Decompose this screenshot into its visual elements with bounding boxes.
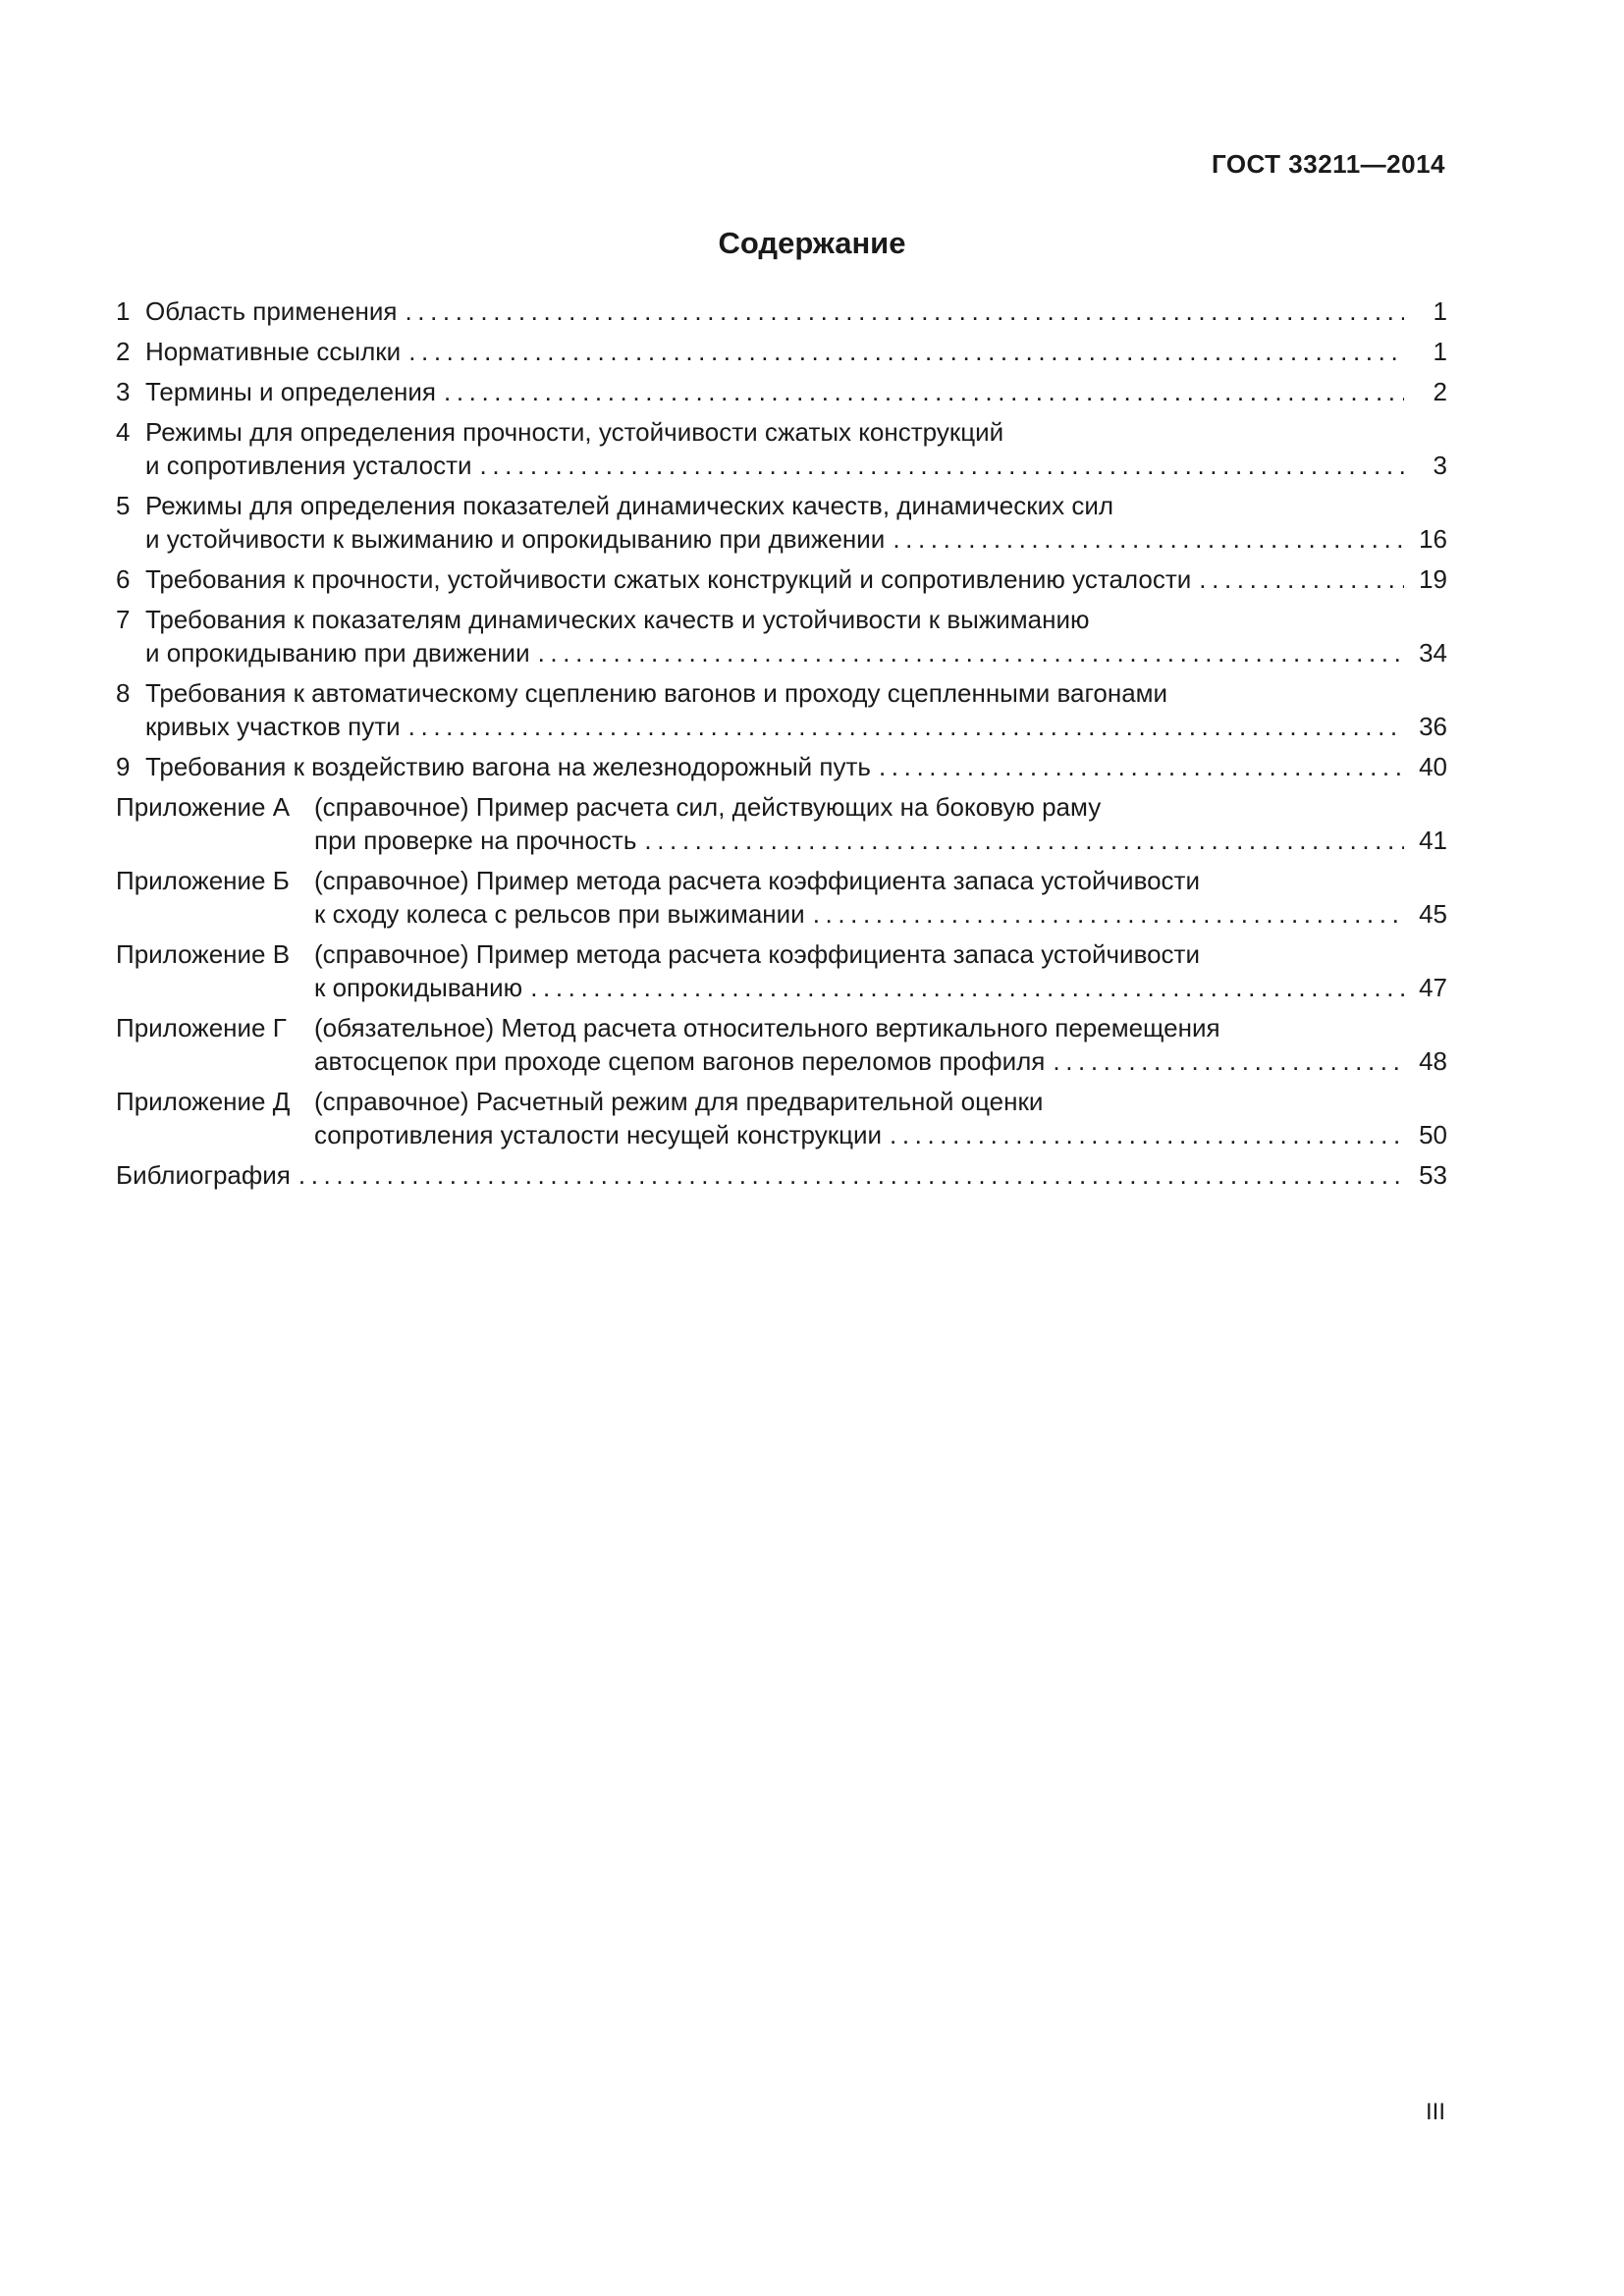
toc-entry-last-line [145, 335, 1447, 368]
toc-entry-annex[interactable] [116, 937, 1447, 1004]
toc-entry-body [145, 562, 1447, 596]
dot-leader [538, 636, 1404, 669]
toc-entry-title-line: к опрокидыванию [314, 973, 523, 1002]
toc-page-number[interactable]: 50 [1419, 1120, 1447, 1149]
toc-annex-label: Приложение Б [116, 866, 290, 895]
toc-annex-label: Приложение Д [116, 1087, 291, 1116]
toc-annex-label: Приложение В [116, 939, 291, 969]
toc-entry-title-line: Режимы для определения показателей динамических качеств, динамических сил [145, 491, 1114, 520]
toc-entry-last-line [116, 1158, 1447, 1192]
dot-leader [408, 710, 1404, 743]
toc-entry-body [145, 489, 1447, 556]
toc-section-number: 9 [116, 752, 131, 781]
toc-section-number: 4 [116, 417, 131, 447]
toc-entry-title-line: Нормативные ссылки [145, 337, 402, 366]
toc-entry-title-line: Режимы для определения прочности, устойчивости сжатых конструкций [145, 417, 1004, 447]
dot-leader [879, 750, 1404, 783]
toc-page-number[interactable]: 47 [1419, 973, 1447, 1002]
toc-entry-title-line: Требования к прочности, устойчивости сжатых конструкций и сопротивлению усталости [145, 564, 1192, 594]
toc-entry-body [145, 294, 1447, 328]
toc-entry-last-line [145, 375, 1447, 408]
toc-page-number[interactable]: 34 [1419, 638, 1447, 667]
toc-entry-section-5[interactable] [116, 489, 1447, 556]
table-of-contents [116, 294, 1447, 1199]
toc-entry-last-line [145, 562, 1447, 596]
toc-entry-body [314, 937, 1447, 1004]
toc-entry-title-line: кривых участков пути [145, 712, 401, 741]
toc-page-number[interactable]: 3 [1433, 451, 1447, 480]
toc-entry-last-line [314, 897, 1447, 931]
toc-entry-title-line: при проверке на прочность [314, 826, 637, 855]
toc-entry-last-line [314, 1044, 1447, 1078]
toc-entry-last-line [314, 824, 1447, 857]
toc-entry-title-line: и сопротивления усталости [145, 451, 472, 480]
toc-entry-last-line [314, 971, 1447, 1004]
toc-page-number[interactable]: 36 [1419, 712, 1447, 741]
toc-page-number[interactable]: 48 [1419, 1046, 1447, 1076]
dot-leader [1053, 1044, 1404, 1078]
toc-entry-annex[interactable] [116, 1011, 1447, 1078]
toc-page-number[interactable]: 19 [1419, 564, 1447, 594]
toc-entry-title-line: (справочное) Пример метода расчета коэффициента запаса устойчивости [314, 939, 1200, 969]
dot-leader [480, 449, 1404, 482]
toc-title: Содержание [718, 226, 906, 260]
toc-section-number: 1 [116, 296, 131, 326]
toc-entry-body [314, 1011, 1447, 1078]
toc-entry-title-line: автосцепок при проходе сцепом вагонов переломов профиля [314, 1046, 1046, 1076]
toc-page-number[interactable]: 53 [1419, 1160, 1447, 1190]
dot-leader [298, 1158, 1404, 1192]
toc-entry-title-line: Требования к показателям динамических качеств и устойчивости к выжиманию [145, 605, 1090, 634]
toc-section-number: 8 [116, 678, 131, 708]
toc-section-number: 3 [116, 377, 131, 406]
document-standard-number: ГОСТ 33211—2014 [1211, 149, 1445, 179]
toc-entry-body [145, 415, 1447, 482]
toc-entry-section-4[interactable] [116, 415, 1447, 482]
dot-leader [644, 824, 1404, 857]
page-number: III [1425, 2099, 1445, 2125]
toc-entry-title-line: к сходу колеса с рельсов при выжимании [314, 899, 805, 929]
toc-entry-body [145, 676, 1447, 743]
toc-entry-body [145, 335, 1447, 368]
toc-entry-body [145, 375, 1447, 408]
toc-entry-body [145, 603, 1447, 669]
toc-page-number[interactable]: 40 [1419, 752, 1447, 781]
toc-annex-label: Приложение Г [116, 1013, 287, 1042]
toc-entry-annex[interactable] [116, 1085, 1447, 1151]
toc-section-number: 5 [116, 491, 131, 520]
toc-page-number[interactable]: 41 [1419, 826, 1447, 855]
toc-entry-body [116, 1158, 1447, 1192]
toc-annex-label: Приложение А [116, 792, 291, 822]
toc-entry-title-line: Область применения [145, 296, 398, 326]
toc-bibliography-label: Библиография [116, 1160, 291, 1190]
toc-entry-annex[interactable] [116, 864, 1447, 931]
toc-entry-title-line: и опрокидыванию при движении [145, 638, 530, 667]
toc-page-number[interactable]: 16 [1419, 524, 1447, 554]
toc-entry-last-line [145, 294, 1447, 328]
dot-leader [890, 1118, 1404, 1151]
dot-leader [893, 522, 1404, 556]
toc-entry-title-line: Требования к автоматическому сцеплению вагонов и проходу сцепленными вагонами [145, 678, 1168, 708]
toc-entry-title-line: (справочное) Пример расчета сил, действующих на боковую раму [314, 792, 1102, 822]
toc-entry-body [314, 1085, 1447, 1151]
toc-entry-title-line: (справочное) Расчетный режим для предварительной оценки [314, 1087, 1044, 1116]
toc-entry-title-line: (обязательное) Метод расчета относительного вертикального перемещения [314, 1013, 1220, 1042]
toc-section-number: 2 [116, 337, 131, 366]
toc-entry-title-line: и устойчивости к выжиманию и опрокидыванию при движении [145, 524, 886, 554]
toc-section-number: 7 [116, 605, 131, 634]
dot-leader [405, 294, 1404, 328]
dot-leader [1199, 562, 1404, 596]
toc-entry-last-line [145, 710, 1447, 743]
toc-entry-section-3[interactable] [116, 375, 1447, 408]
toc-entry-last-line [145, 522, 1447, 556]
toc-entry-body [145, 750, 1447, 783]
toc-entry-annex[interactable] [116, 790, 1447, 857]
toc-entry-section-9[interactable] [116, 750, 1447, 783]
toc-entry-last-line [145, 636, 1447, 669]
toc-entry-title-line: Требования к воздействию вагона на железнодорожный путь [145, 752, 871, 781]
toc-entry-section-2[interactable] [116, 335, 1447, 368]
toc-entry-last-line [145, 750, 1447, 783]
toc-entry-title-line: Термины и определения [145, 377, 437, 406]
toc-entry-section-7[interactable] [116, 603, 1447, 669]
dot-leader [408, 335, 1404, 368]
toc-entry-bibliography[interactable] [116, 1158, 1447, 1192]
toc-entry-body [314, 864, 1447, 931]
toc-page-number[interactable]: 1 [1433, 296, 1447, 326]
toc-entry-last-line [314, 1118, 1447, 1151]
toc-page-number[interactable]: 45 [1419, 899, 1447, 929]
toc-section-number: 6 [116, 564, 131, 594]
dot-leader [444, 375, 1404, 408]
toc-entry-title-line: (справочное) Пример метода расчета коэффициента запаса устойчивости [314, 866, 1200, 895]
dot-leader [813, 897, 1404, 931]
toc-entry-title-line: сопротивления усталости несущей конструкции [314, 1120, 883, 1149]
toc-entry-section-6[interactable] [116, 562, 1447, 596]
dot-leader [530, 971, 1404, 1004]
toc-page-number[interactable]: 2 [1433, 377, 1447, 406]
toc-page-number[interactable]: 1 [1433, 337, 1447, 366]
toc-entry-body [314, 790, 1447, 857]
toc-entry-last-line [145, 449, 1447, 482]
toc-entry-section-8[interactable] [116, 676, 1447, 743]
toc-entry-section-1[interactable] [116, 294, 1447, 328]
